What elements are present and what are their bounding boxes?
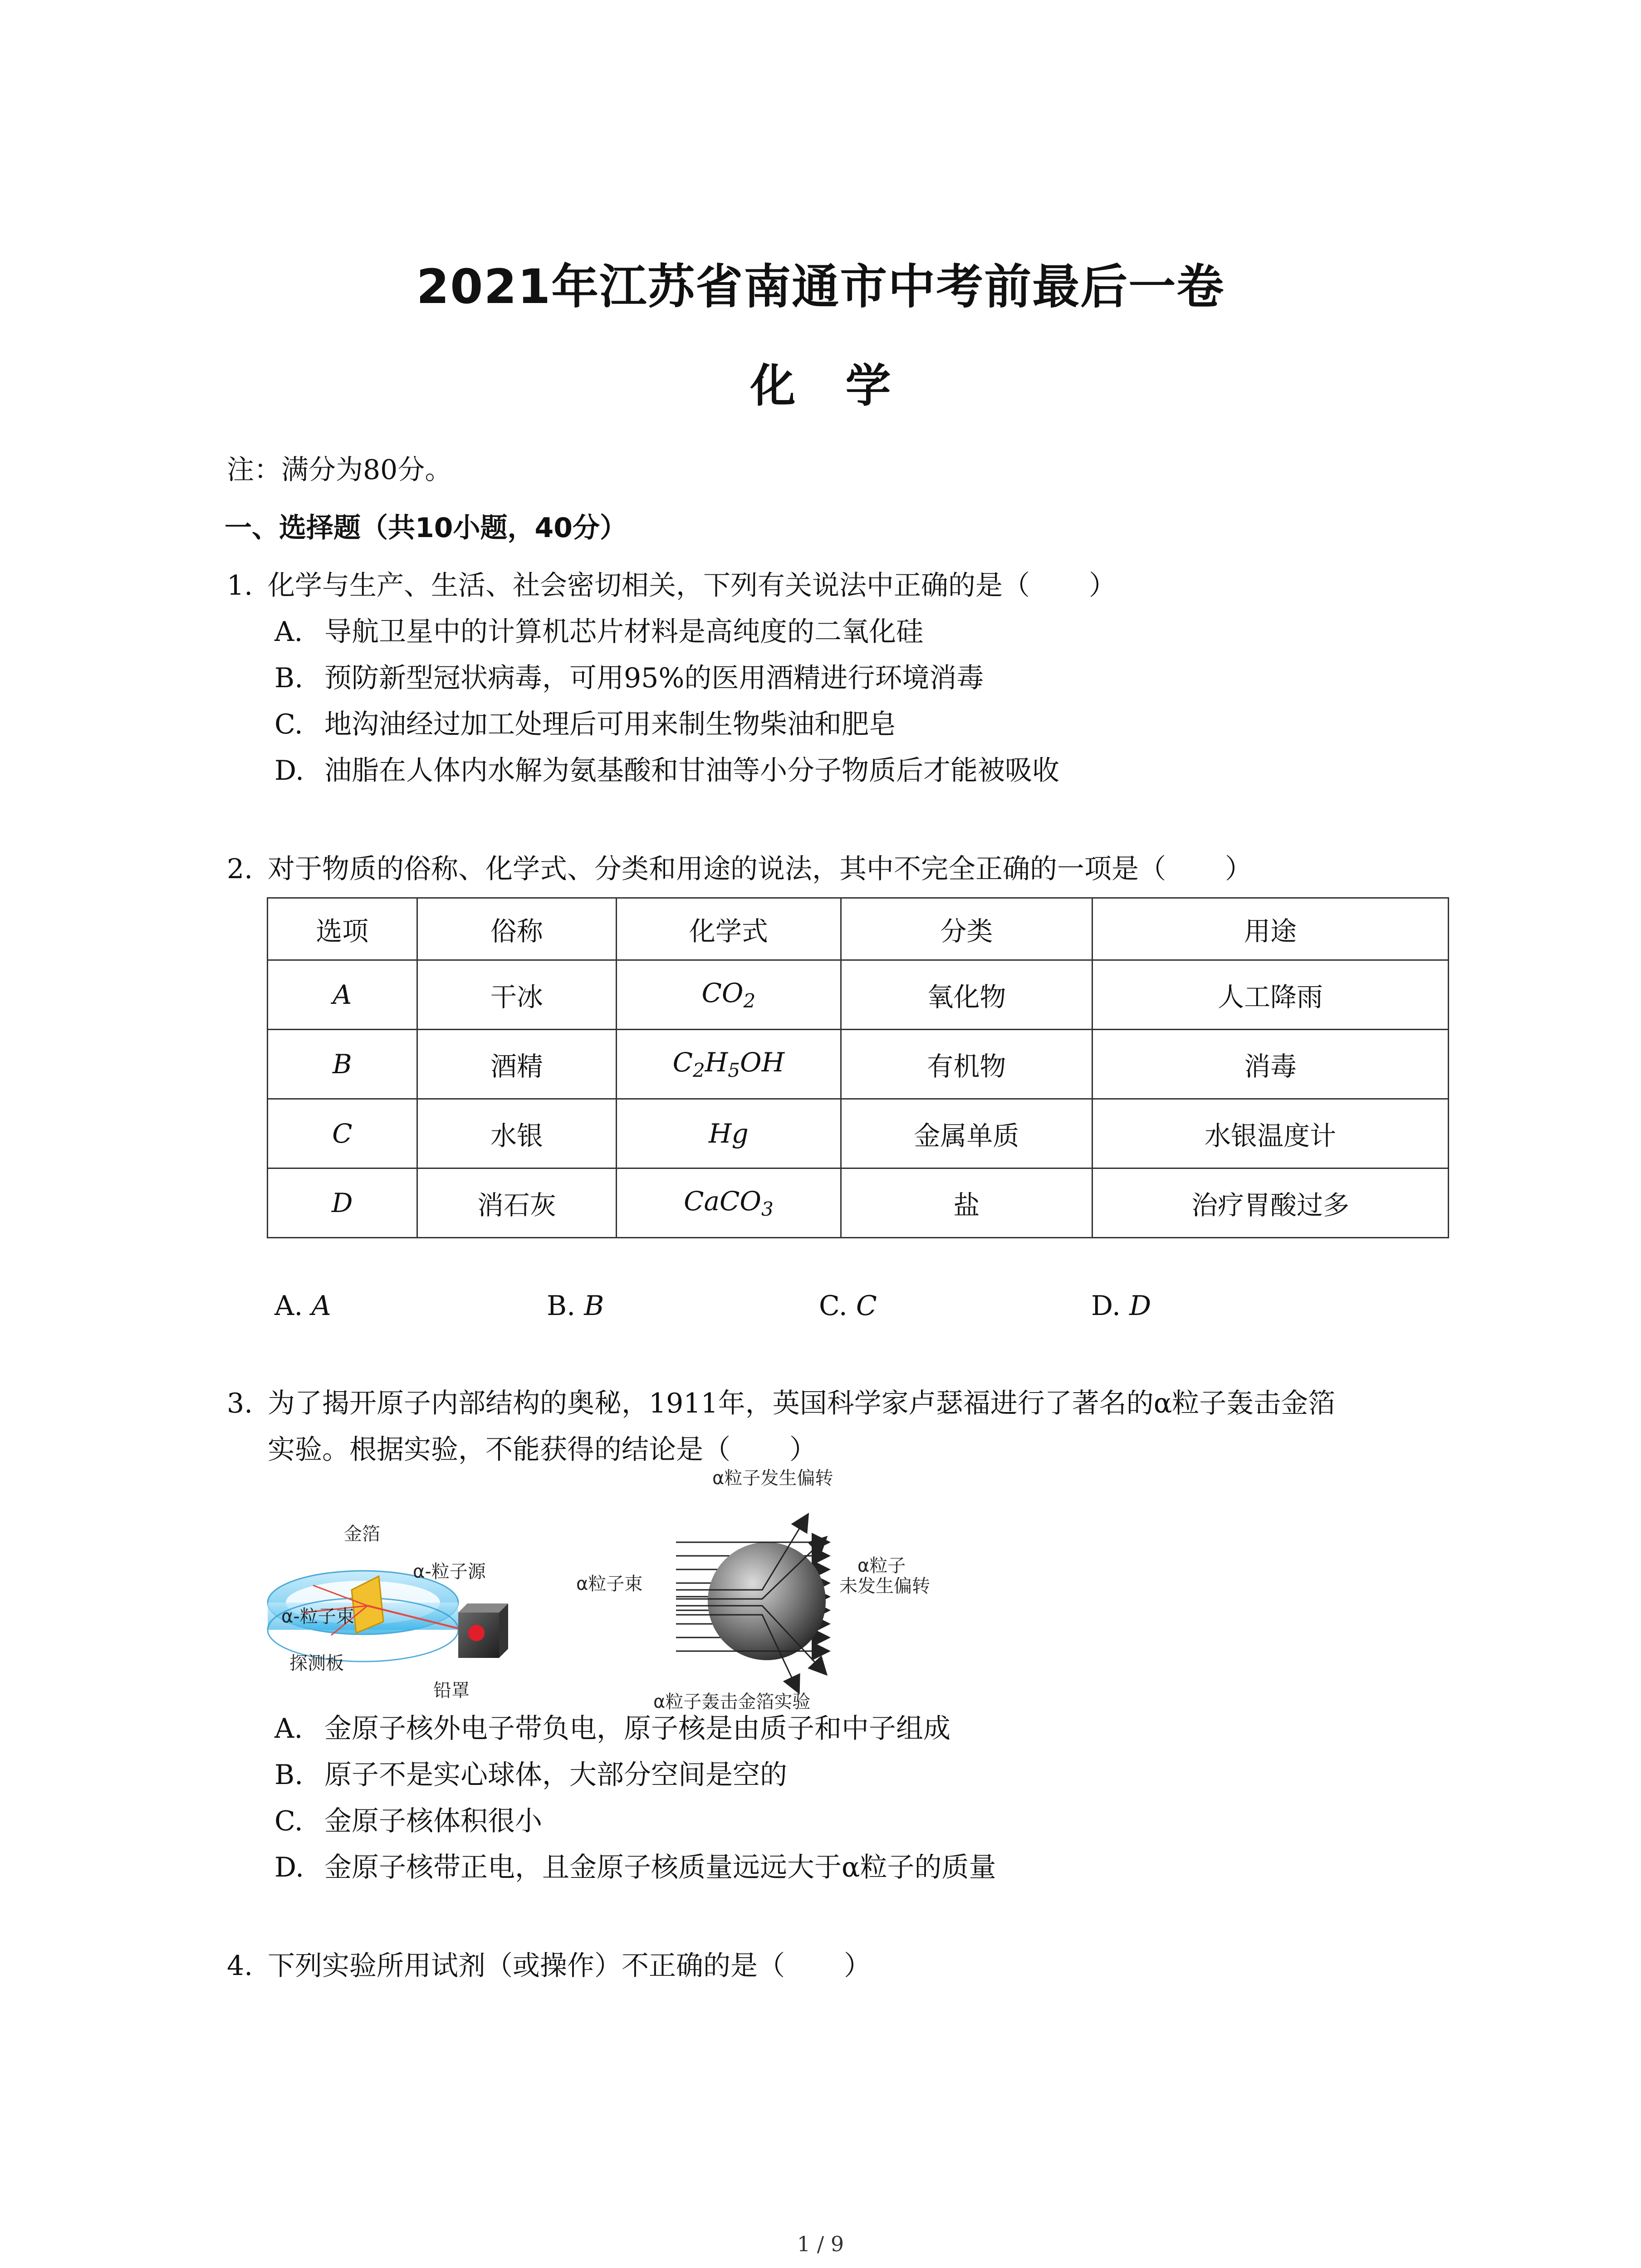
question-1: [227, 569, 1116, 602]
option-text: 金原子核带正电，且金原子核质量远远大于α粒子的质量: [324, 1852, 996, 1883]
detector-label: 探测板: [289, 1653, 344, 1674]
question-stem: 对于物质的俗称、化学式、分类和用途的说法，其中不完全正确的一项是（: [268, 853, 1166, 885]
option-text: 预防新型冠状病毒，可用95%的医用酒精进行环境消毒: [324, 662, 984, 694]
use-cell: 人工降雨: [1092, 960, 1449, 1030]
option-text: 金原子核体积很小: [324, 1805, 542, 1837]
formula-cell: Hg: [617, 1099, 841, 1168]
option-letter: A.: [274, 1713, 303, 1745]
table-header: 用途: [1092, 898, 1449, 960]
table-header: 选项: [268, 898, 417, 960]
question-4: [227, 1950, 871, 1982]
rutherford-apparatus-figure: [263, 1522, 590, 1708]
question-3-line-2: [268, 1433, 817, 1466]
option-letter: D.: [274, 755, 304, 787]
option-text: 地沟油经过加工处理后可用来制生物柴油和肥皂: [324, 709, 896, 740]
option-letter: B.: [274, 1759, 304, 1791]
answer-choice-c: C. C: [819, 1290, 877, 1322]
not-deflected-label-2: 未发生偏转: [839, 1576, 930, 1597]
option-a: [274, 616, 923, 648]
option-letter: B.: [274, 662, 304, 694]
option-text: 金原子核外电子带负电，原子核是由质子和中子组成: [324, 1713, 950, 1745]
alpha-beam-label: α-粒子束: [281, 1606, 354, 1627]
question-number: 4.: [227, 1950, 253, 1982]
gold-foil-label: 金箔: [344, 1524, 380, 1545]
table-header-row: [268, 898, 1449, 960]
not-deflected-label: α粒子: [857, 1555, 906, 1576]
answer-paren-close: ）: [789, 1434, 817, 1466]
category-cell: 金属单质: [841, 1099, 1092, 1168]
option-letter: D.: [274, 1852, 304, 1883]
question-2: [227, 853, 1252, 885]
page-number: 1 / 9: [797, 2232, 844, 2256]
alpha-source-label: α-粒子源: [413, 1561, 486, 1582]
score-note: 注：满分为80分。: [227, 454, 452, 486]
answer-paren-close: ）: [1225, 853, 1252, 885]
question-number: 2.: [227, 853, 253, 885]
table-row: [268, 960, 1449, 1030]
use-cell: 消毒: [1092, 1030, 1449, 1099]
common-name-cell: 酒精: [417, 1030, 616, 1099]
alpha-scattering-diagram: [572, 1465, 948, 1712]
figure-caption: α粒子轰击金箔实验: [653, 1691, 811, 1712]
answer-choice-d: D. D: [1091, 1290, 1151, 1322]
formula-cell: $CO_2$: [617, 960, 841, 1030]
common-name-cell: 消石灰: [417, 1168, 616, 1238]
option-letter: C.: [274, 709, 303, 740]
answer-paren-close: ）: [844, 1950, 871, 1982]
exam-title: 2021年江苏省南通市中考前最后一卷: [416, 259, 1225, 314]
answer-choice-b: B. B: [547, 1290, 604, 1322]
table-header: 俗称: [417, 898, 616, 960]
option-cell: D: [268, 1168, 417, 1238]
lead-shield-label: 铅罩: [433, 1680, 470, 1701]
table-row: [268, 1030, 1449, 1099]
common-name-cell: 水银: [417, 1099, 616, 1168]
table-header: 化学式: [617, 898, 841, 960]
option-cell: A: [268, 960, 417, 1030]
subject-title: 化学: [750, 359, 941, 412]
common-name-cell: 干冰: [417, 960, 616, 1030]
table-row: [268, 1099, 1449, 1168]
category-cell: 氧化物: [841, 960, 1092, 1030]
alpha-beam-label: α粒子束: [576, 1574, 643, 1594]
option-letter: A.: [274, 616, 303, 648]
question-stem: 下列实验所用试剂（或操作）不正确的是（: [268, 1950, 785, 1982]
question-number: 1.: [227, 570, 253, 601]
formula-cell: CaCO$_3$: [617, 1168, 841, 1238]
option-text: 油脂在人体内水解为氨基酸和甘油等小分子物质后才能被吸收: [324, 755, 1059, 787]
table-header: 分类: [841, 898, 1092, 960]
option-c: [274, 708, 896, 741]
gold-atom-sphere: [708, 1542, 826, 1660]
option-text: 原子不是实心球体，大部分空间是空的: [324, 1759, 787, 1791]
lead-shield-icon: [458, 1603, 508, 1658]
formula-cell: $C_2H_5OH$: [617, 1030, 841, 1099]
question-stem: 化学与生产、生活、社会密切相关，下列有关说法中正确的是（: [268, 570, 1030, 601]
category-cell: 有机物: [841, 1030, 1092, 1099]
option-a: [274, 1712, 950, 1745]
use-cell: 治疗胃酸过多: [1092, 1168, 1449, 1238]
question-3: [227, 1387, 1335, 1420]
option-b: [274, 1759, 787, 1791]
substance-table: [267, 897, 1449, 1238]
use-cell: 水银温度计: [1092, 1099, 1449, 1168]
option-c: [274, 1805, 542, 1838]
question-stem: 为了揭开原子内部结构的奥秘，1911年，英国科学家卢瑟福进行了著名的α粒子轰击金箔: [268, 1388, 1336, 1419]
option-d: [274, 754, 1059, 787]
deflected-label: α粒子发生偏转: [712, 1468, 833, 1489]
option-letter: C.: [274, 1805, 303, 1837]
option-text: 导航卫星中的计算机芯片材料是高纯度的二氧化硅: [324, 616, 923, 648]
question-stem: 实验。根据实验，不能获得的结论是（: [268, 1434, 730, 1466]
section-heading: 一、选择题（共10小题，40分）: [225, 512, 627, 544]
option-d: [274, 1851, 996, 1884]
answer-paren-close: ）: [1089, 570, 1116, 601]
option-cell: C: [268, 1099, 417, 1168]
option-cell: B: [268, 1030, 417, 1099]
table-row: [268, 1168, 1449, 1238]
answer-choice-a: A. A: [274, 1290, 331, 1322]
option-b: [274, 662, 984, 694]
question-number: 3.: [227, 1388, 253, 1419]
category-cell: 盐: [841, 1168, 1092, 1238]
